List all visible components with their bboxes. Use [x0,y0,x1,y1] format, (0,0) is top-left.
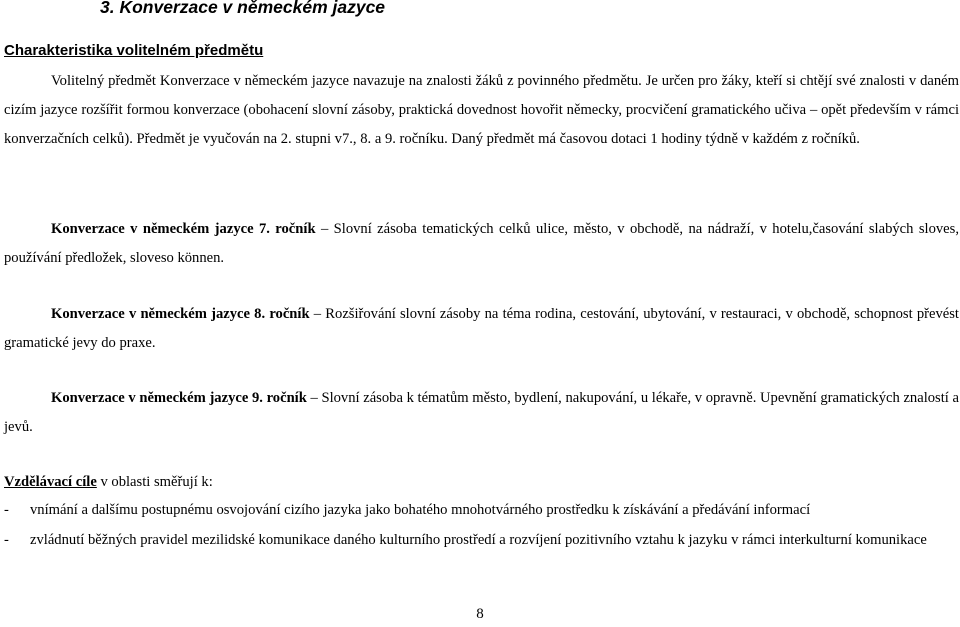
intro-paragraph [4,67,959,154]
goal-text: vnímání a dalšímu postupnému osvojování cizího jazyka jako bohatého mnohotvárného prostředku k získávání a předávání informací [30,502,811,518]
goals-list-item [4,526,959,555]
grade-8-text: – Rozšiřování slovní zásoby na téma rodina, cestování, ubytování, v restauraci, v obchodě, schopnost převést gramatické jevy do praxe. [4,306,959,351]
grade-9-text: – Slovní zásoba k tématům město, bydlení, nakupování, u lékaře, v opravně. Upevnění gramatických znalostí a jevů. [4,390,959,435]
goal-text: zvládnutí běžných pravidel mezilidské komunikace daného kulturního prostředí a rozvíjení pozitivního vztahu k jazyku v rámci interkulturní komunikace [30,532,927,548]
goals-list-item [4,496,959,525]
grade-8-paragraph [4,300,959,358]
section-heading: 3. Konverzace v německém jazyce [100,0,386,17]
grade-9-title: Konverzace v německém jazyce 9. ročník [51,390,307,406]
grade-7-paragraph [4,215,959,273]
page-number: 8 [476,606,484,622]
grade-9-paragraph [4,384,959,442]
list-bullet: - [4,502,9,518]
goals-title: Vzdělávací cíle [4,474,97,490]
grade-7-text: – Slovní zásoba tematických celků ulice, město, v obchodě, na nádraží, v hotelu,časování slabých sloves, používání předložek, sloveso können. [4,221,959,266]
goals-intro: v oblasti směřují k: [96,474,213,490]
grade-7-title: Konverzace v německém jazyce 7. ročník [51,221,316,237]
intro-text: Volitelný předmět Konverzace v německém jazyce navazuje na znalosti žáků z povinného předmětu. Je určen pro žáky, kteří si chtějí své znalosti v daném cizím jazyce rozšířit formou konverzace (obohacení slovní zásoby, praktická dovednost hovořit německy, procvičení gramatického učiva – opět především v rámci konverzačních celků). Předmět je vyučován na 2. stupni v7., 8. a 9. ročníku. Daný předmět má časovou dotaci 1 hodiny týdně v každém z ročníků. [4,73,959,147]
characteristics-title: Charakteristika volitelném předmětu [4,42,264,59]
goals-heading [4,468,213,497]
list-bullet: - [4,532,9,548]
grade-8-title: Konverzace v německém jazyce 8. ročník [51,306,310,322]
